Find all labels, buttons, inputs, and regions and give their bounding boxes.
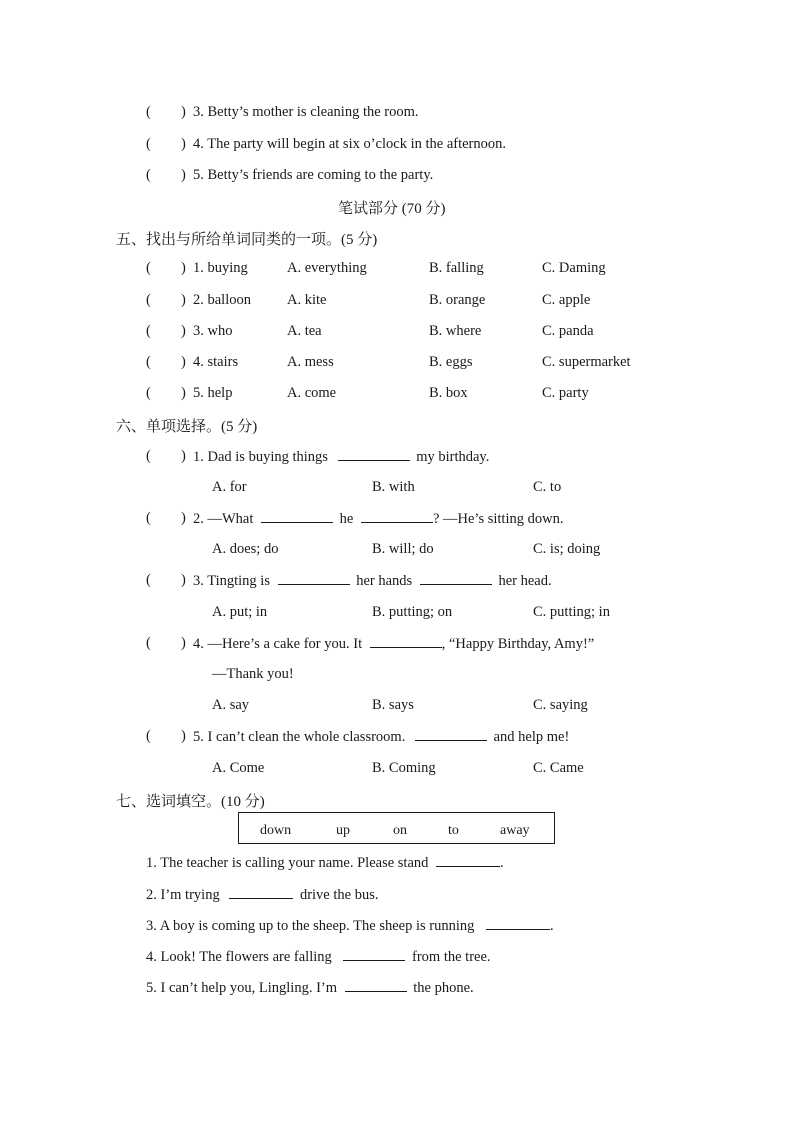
option-c: C. is; doing: [533, 541, 601, 557]
stem-part: 1. Dad is buying things: [193, 449, 328, 465]
stem-part: her head.: [498, 573, 552, 589]
written-part-title: 笔试部分 (70 分): [338, 201, 446, 217]
option-c: C. apple: [542, 292, 591, 308]
answer-paren: (: [146, 572, 151, 588]
answer-blank[interactable]: [345, 979, 407, 992]
sentence-part: 5. I can’t help you, Lingling. I’m: [146, 980, 338, 996]
option-a: A. does; do: [212, 541, 279, 557]
option-c: C. Came: [533, 760, 584, 776]
answer-blank[interactable]: [486, 917, 550, 930]
dialogue-reply: —Thank you!: [212, 666, 294, 682]
stem-part: , “Happy Birthday, Amy!”: [441, 636, 595, 652]
answer-blank[interactable]: [436, 854, 500, 867]
answer-paren-open: (: [146, 136, 151, 152]
question-stem: [193, 448, 489, 466]
answer-paren-close: ): [181, 728, 186, 744]
option-c: C. putting; in: [533, 604, 610, 620]
word-bank-item: up: [336, 823, 350, 838]
word-bank-item: to: [448, 823, 459, 838]
answer-paren: (: [146, 292, 151, 308]
question-word: 4. stairs: [193, 354, 239, 370]
option-b: B. will; do: [372, 541, 434, 557]
answer-paren-open: (: [146, 167, 151, 183]
option-c: C. panda: [542, 323, 594, 339]
option-b: B. Coming: [372, 760, 436, 776]
answer-paren: (: [146, 260, 151, 276]
sentence-part: drive the bus.: [299, 887, 379, 903]
option-a: A. put; in: [212, 604, 268, 620]
stem-part: 5. I can’t clean the whole classroom.: [193, 729, 406, 745]
answer-paren: (: [146, 728, 151, 744]
answer-blank[interactable]: [338, 448, 410, 461]
option-c: C. saying: [533, 697, 588, 713]
option-b: B. eggs: [429, 354, 473, 370]
stem-part: 3. Tingting is: [193, 573, 270, 589]
section-5-heading: 五、找出与所给单词同类的一项。(5 分): [116, 232, 378, 248]
answer-blank[interactable]: [420, 572, 492, 585]
option-a: A. mess: [287, 354, 334, 370]
answer-paren-close: ): [181, 635, 186, 651]
answer-blank[interactable]: [370, 635, 442, 648]
fill-item-4: [146, 948, 491, 966]
statement-text: 4. The party will begin at six o’clock in the afternoon.: [193, 136, 507, 152]
sentence-part: 4. Look! The flowers are falling: [146, 949, 332, 965]
stem-part: he: [339, 511, 354, 527]
answer-paren-close: ): [181, 572, 186, 588]
answer-blank[interactable]: [278, 572, 350, 585]
option-b: B. says: [372, 697, 414, 713]
word-bank-item: down: [260, 823, 292, 838]
answer-paren-close: ): [181, 385, 186, 401]
stem-part: 2. —What: [193, 511, 254, 527]
option-a: A. kite: [287, 292, 327, 308]
option-a: A. for: [212, 479, 247, 495]
option-b: B. putting; on: [372, 604, 453, 620]
option-b: B. falling: [429, 260, 484, 276]
answer-paren-close: ): [181, 448, 186, 464]
question-word: 2. balloon: [193, 292, 251, 308]
word-bank-item: on: [393, 823, 407, 838]
answer-blank[interactable]: [361, 510, 433, 523]
question-stem: [193, 510, 563, 528]
answer-blank[interactable]: [229, 886, 293, 899]
answer-paren-close: ): [181, 260, 186, 276]
sentence-part: 3. A boy is coming up to the sheep. The sheep is running: [146, 918, 475, 934]
answer-paren-close: ): [181, 104, 186, 120]
option-a: A. Come: [212, 760, 265, 776]
answer-paren-open: (: [146, 104, 151, 120]
answer-paren-close: ): [181, 292, 186, 308]
option-c: C. Daming: [542, 260, 606, 276]
answer-paren: (: [146, 510, 151, 526]
option-a: A. say: [212, 697, 250, 713]
question-stem: [193, 635, 594, 653]
answer-paren-close: ): [181, 167, 186, 183]
sentence-part: 2. I’m trying: [146, 887, 220, 903]
fill-item-2: [146, 886, 378, 904]
fill-item-5: [146, 979, 474, 997]
section-7-heading: 七、选词填空。(10 分): [116, 794, 265, 810]
question-word: 3. who: [193, 323, 233, 339]
sentence-part: .: [500, 855, 504, 871]
stem-part: and help me!: [493, 729, 570, 745]
section-6-heading: 六、单项选择。(5 分): [116, 419, 258, 435]
stem-part: my birthday.: [416, 449, 490, 465]
question-stem: [193, 572, 552, 590]
word-bank-item: away: [500, 823, 530, 838]
fill-item-1: [146, 854, 504, 872]
option-c: C. supermarket: [542, 354, 631, 370]
answer-paren: (: [146, 448, 151, 464]
answer-paren: (: [146, 635, 151, 651]
stem-part: 4. —Here’s a cake for you. It: [193, 636, 363, 652]
sentence-part: the phone.: [413, 980, 474, 996]
option-b: B. with: [372, 479, 415, 495]
sentence-part: 1. The teacher is calling your name. Please stand: [146, 855, 429, 871]
option-b: B. box: [429, 385, 468, 401]
answer-paren-close: ): [181, 323, 186, 339]
option-a: A. everything: [287, 260, 367, 276]
statement-text: 5. Betty’s friends are coming to the party.: [193, 167, 434, 183]
answer-paren-close: ): [181, 510, 186, 526]
option-c: C. party: [542, 385, 589, 401]
word-bank-box: [238, 812, 555, 844]
question-stem: [193, 728, 569, 746]
question-word: 5. help: [193, 385, 233, 401]
sentence-part: .: [550, 918, 554, 934]
fill-item-3: [146, 917, 554, 935]
question-word: 1. buying: [193, 260, 248, 276]
sentence-part: from the tree.: [412, 949, 491, 965]
option-a: A. come: [287, 385, 337, 401]
answer-paren: (: [146, 354, 151, 370]
answer-blank[interactable]: [343, 948, 405, 961]
stem-part: ? —He’s sitting down.: [432, 511, 564, 527]
answer-paren-close: ): [181, 136, 186, 152]
answer-blank[interactable]: [415, 728, 487, 741]
option-b: B. orange: [429, 292, 486, 308]
answer-paren-close: ): [181, 354, 186, 370]
option-c: C. to: [533, 479, 562, 495]
statement-text: 3. Betty’s mother is cleaning the room.: [193, 104, 419, 120]
answer-paren: (: [146, 385, 151, 401]
answer-paren: (: [146, 323, 151, 339]
option-a: A. tea: [287, 323, 322, 339]
stem-part: her hands: [356, 573, 413, 589]
option-b: B. where: [429, 323, 482, 339]
answer-blank[interactable]: [261, 510, 333, 523]
